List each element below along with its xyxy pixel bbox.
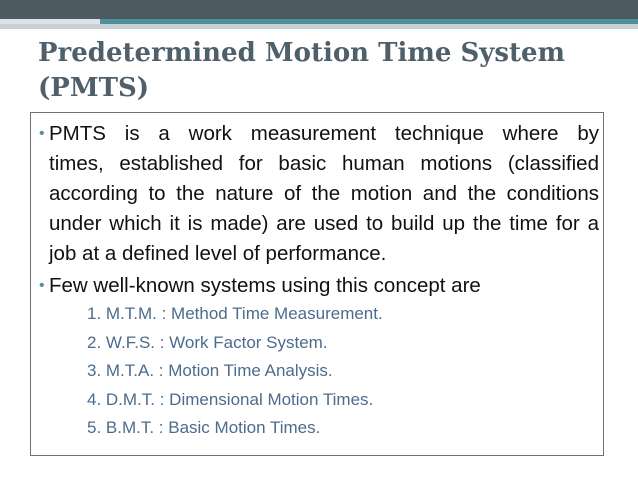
bullet-text-line: under which it is made) are used to build up the time for a — [49, 212, 599, 235]
slide-title-line-1: Predetermined Motion Time System — [38, 38, 566, 68]
content-box — [30, 112, 604, 456]
bullet-text-line: times, established for basic human motions (classified — [49, 152, 599, 175]
bullet-dot-icon: • — [39, 277, 45, 294]
list-item: 5. B.M.T. : Basic Motion Times. — [87, 418, 321, 437]
bullet-item-systems-intro — [39, 271, 599, 301]
header-light-band — [0, 24, 638, 29]
slide-title-line-2: (PMTS) — [38, 73, 150, 103]
bullet-text-line: according to the nature of the motion and the conditions — [49, 182, 599, 205]
list-item: 3. M.T.A. : Motion Time Analysis. — [87, 361, 333, 380]
list-item: 4. D.M.T. : Dimensional Motion Times. — [87, 389, 374, 409]
bullet-dot-icon: • — [39, 125, 45, 142]
bullet-text-line: PMTS is a work measurement technique where by — [49, 122, 599, 145]
list-item: 2. W.F.S. : Work Factor System. — [87, 332, 328, 352]
list-item: 1. M.T.M. : Method Time Measurement. — [87, 304, 383, 323]
systems-list — [87, 300, 383, 443]
bullet-item-pmts-definition — [39, 119, 599, 269]
bullet-text: Few well-known systems using this concept are — [49, 274, 481, 297]
slide-title — [38, 36, 618, 106]
header-band — [0, 0, 638, 19]
bullet-text-line: job at a defined level of performance. — [49, 242, 387, 265]
